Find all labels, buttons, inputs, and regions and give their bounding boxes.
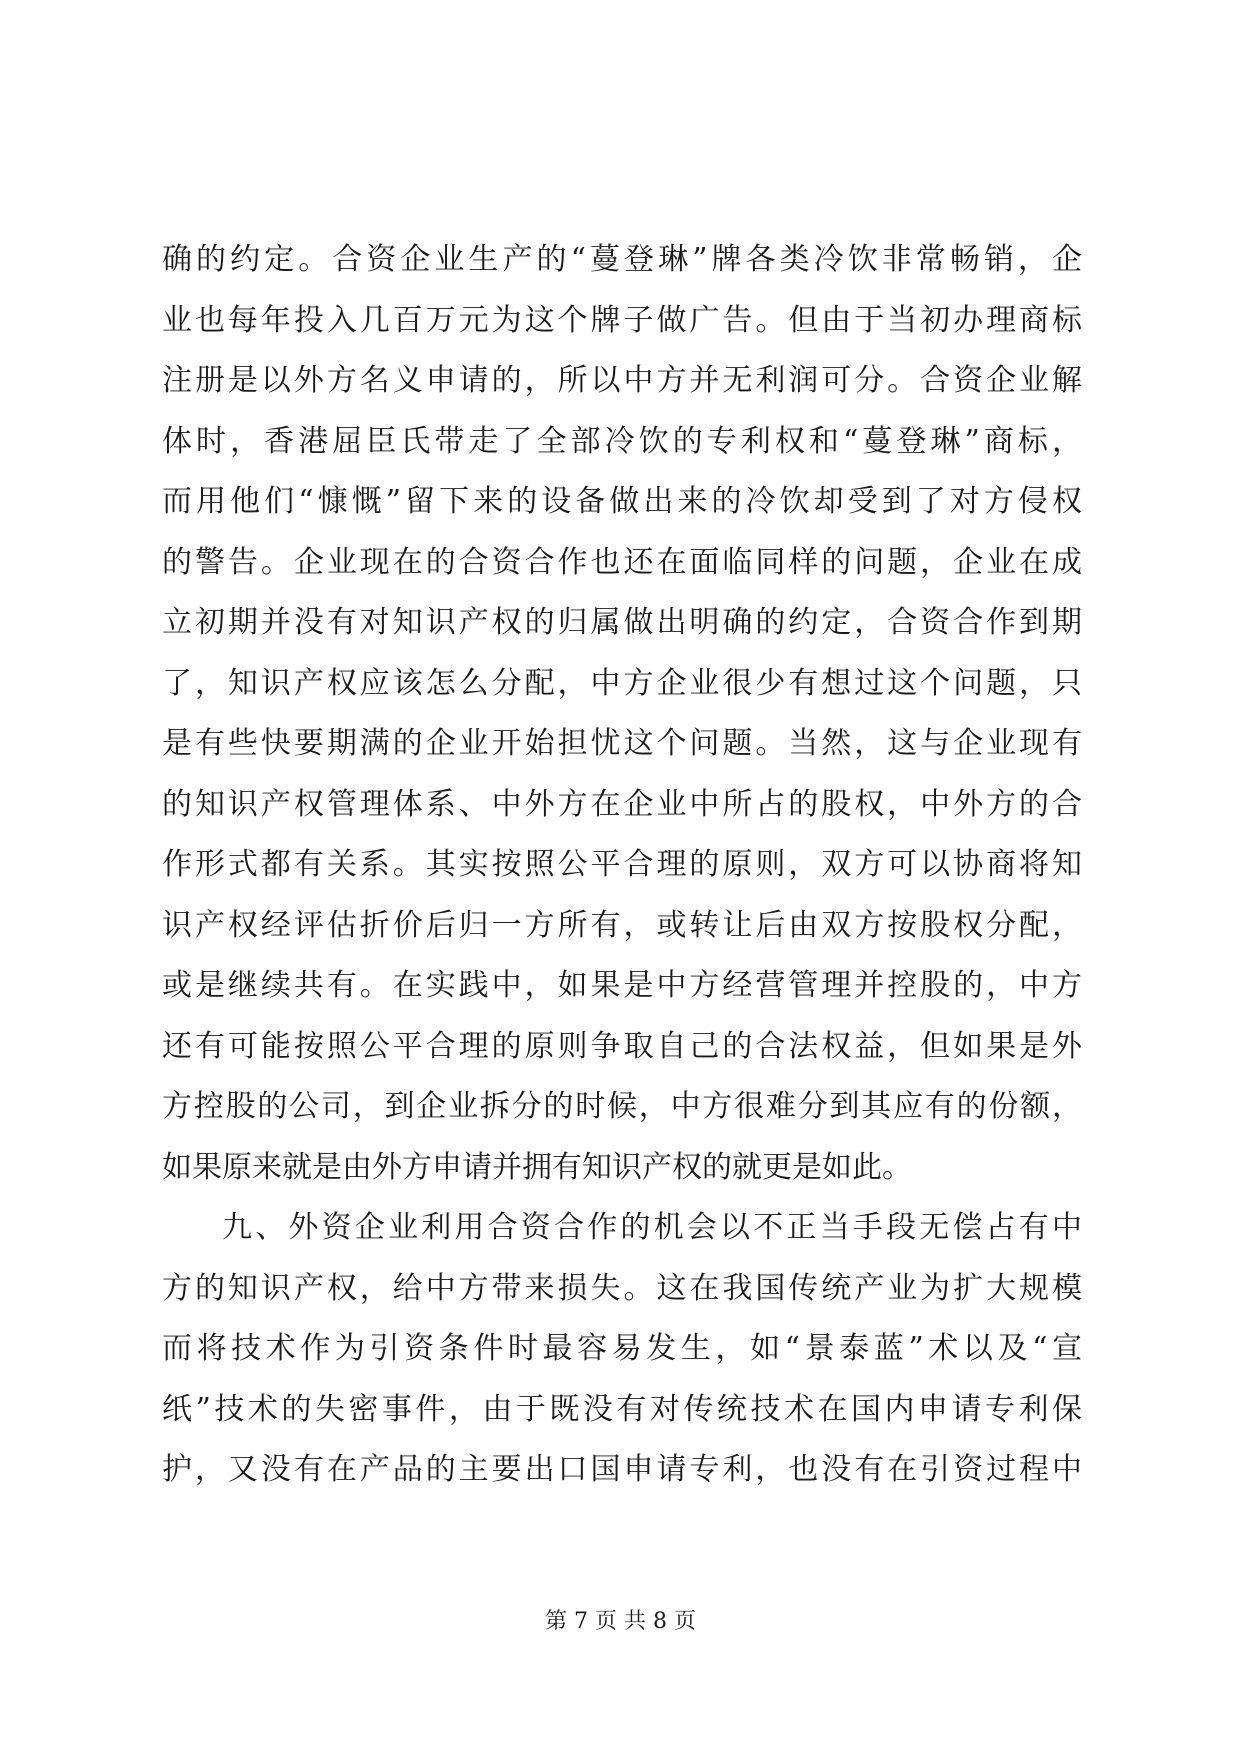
text-line: 识产权经评估折价后归一方所有，或转让后由双方按股权分配，: [162, 907, 1082, 943]
text-line: 注册是以外方名义申请的，所以中方并无利润可分。合资企业解: [162, 363, 1082, 398]
text-line: 了，知识产权应该怎么分配，中方企业很少有想过这个问题，只: [162, 665, 1082, 701]
page-number-footer: 第 7 页 共 8 页: [545, 1609, 696, 1634]
body-text: [162, 230, 1082, 1501]
text-line: 作形式都有关系。其实按照公平合理的原则，双方可以协商将知: [162, 847, 1082, 882]
text-line: 护，又没有在产品的主要出口国申请专利，也没有在引资过程中: [162, 1452, 1082, 1487]
text-line: 还有可能按照公平合理的原则争取自己的合法权益，但如果是外: [162, 1028, 1082, 1064]
text-line: 体时，香港屈臣氏带走了全部冷饮的专利权和“蔓登琳”商标，: [162, 423, 1082, 459]
text-line: 而用他们“慷慨”留下来的设备做出来的冷饮却受到了对方侵权: [162, 484, 1082, 519]
text-line: 或是继续共有。在实践中，如果是中方经营管理并控股的，中方: [162, 968, 1082, 1003]
paragraph-2: [162, 1198, 1082, 1501]
text-line: 立初期并没有对知识产权的归属做出明确的约定，合资合作到期: [162, 605, 1082, 640]
text-line: 方控股的公司，到企业拆分的时候，中方很难分到其应有的份额，: [162, 1089, 1082, 1124]
text-line: 业也每年投入几百万元为这个牌子做广告。但由于当初办理商标: [162, 302, 1082, 338]
text-line: 确的约定。合资企业生产的“蔓登琳”牌各类冷饮非常畅销，企: [162, 242, 1082, 277]
text-line: 纸”技术的失密事件，由于既没有对传统技术在国内申请专利保: [162, 1391, 1082, 1427]
paragraph-1: [162, 230, 1082, 1198]
text-line: 九、外资企业利用合资合作的机会以不正当手段无偿占有中: [222, 1210, 1082, 1245]
text-line: 的警告。企业现在的合资合作也还在面临同样的问题，企业在成: [162, 544, 1082, 580]
text-line: 如果原来就是由外方申请并拥有知识产权的就更是如此。: [162, 1149, 912, 1185]
text-line: 而将技术作为引资条件时最容易发生，如“景泰蓝”术以及“宣: [162, 1331, 1082, 1366]
text-line: 是有些快要期满的企业开始担忧这个问题。当然，这与企业现有: [162, 726, 1082, 761]
text-line: 方的知识产权，给中方带来损失。这在我国传统产业为扩大规模: [162, 1270, 1082, 1306]
text-line: 的知识产权管理体系、中外方在企业中所占的股权，中外方的合: [162, 786, 1082, 822]
